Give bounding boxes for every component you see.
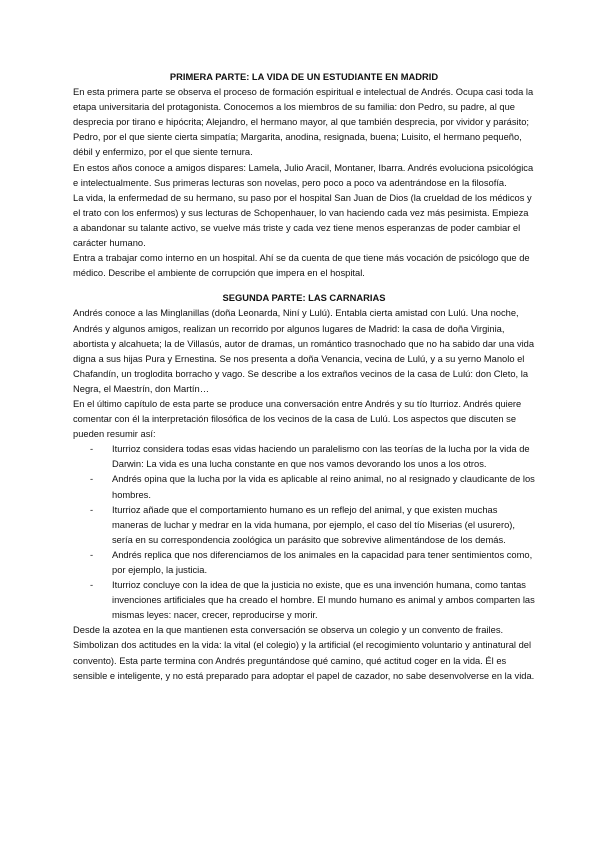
- section1-paragraph: En esta primera parte se observa el proceso de formación espiritual e intelectual de Andrés. Ocupa casi toda la etapa universitaria del protagonista. Conocemos a los miembros de su familia: don Pedro, su padre, al que desprecia por tirano e hipócrita; Alejandro, el hermano mayor, al que también desprecia, por vividor y parásito; Pedro, por el que siente cierta simpatía; Margarita, anodina, resignada, buena; Luisito, el hermano pequeño, débil y enfermizo, por el que siente ternura.: [73, 87, 534, 158]
- list-item-text: Iturrioz añade que el comportamiento humano es un reflejo del animal, y que existen muchas maneras de luchar y medrar en la vida humana, por ejemplo, el caso del tío Miserias (el usurero), sería en su correspondencia zoológica un parásito que sobrevive alimentándose de los demás.: [112, 504, 516, 545]
- document-page: [73, 70, 535, 684]
- bullet-dash: -: [90, 549, 94, 560]
- bullet-dash: -: [90, 504, 94, 515]
- bullet-dash: -: [90, 474, 94, 485]
- list-item-text: Iturrioz considera todas esas vidas haciendo un paralelismo con las teorías de la lucha por la vida de Darwin: La vida es una lucha constante en que nos vamos devorando los unos a los otros.: [112, 444, 530, 470]
- section1-paragraph: Entra a trabajar como interno en un hospital. Ahí se da cuenta de que tiene más vocación de psicólogo que de médico. Describe el ambiente de corrupción que impera en el hospital.: [73, 253, 530, 279]
- section1-heading: PRIMERA PARTE: LA VIDA DE UN ESTUDIANTE EN MADRID: [169, 72, 439, 82]
- bullet-dash: -: [90, 444, 94, 455]
- section1-paragraph: En estos años conoce a amigos dispares: Lamela, Julio Aracil, Montaner, Ibarra. Andrés evoluciona psicológica e intelectualmente. Sus primeras lecturas son novelas, pero poco a poco va adentrándose en la filosofía.: [73, 162, 534, 188]
- section2-paragraph: En el último capítulo de esta parte se produce una conversación entre Andrés y su tío Iturrioz. Andrés quiere comentar con él la interpretación filosófica de los vecinos de la casa de Lulú. Los aspectos que discuten se pueden resumir así:: [73, 398, 522, 440]
- list-item-text: Andrés replica que nos diferenciamos de los animales en la capacidad para tener sentimientos como, por ejemplo, la justicia.: [112, 549, 533, 575]
- list-item-text: Iturrioz concluye con la idea de que la justicia no existe, que es una invención humana, como tantas invenciones artificiales que ha creado el hombre. El mundo humano es animal y ambos comparten las mismas leyes: nacer, crecer, reproducirse y morir.: [112, 580, 535, 621]
- discussion-list: [73, 442, 535, 623]
- list-item: [73, 442, 535, 472]
- list-item: [73, 503, 535, 548]
- section2-paragraph: Andrés conoce a las Minglanillas (doña Leonarda, Niní y Lulú). Entabla cierta amistad con Lulú. Una noche, Andrés y algunos amigos, realizan un recorrido por algunos lugares de Madrid: la casa de doña Virginia, abortista y alcahueta; la de Villasús, autor de dramas, un romántico trasnochado que no ha sabido dar una vida digna a sus hijas Pura y Ernestina. Se nos presenta a doña Venancia, vecina de Lulú, y a su yerno Manolo el Chafandín, un troglodita borracho y vago. Se describe a los extraños vecinos de la casa de Lulú: don Cleto, la Negra, el Maestrín, don Martín…: [73, 308, 535, 394]
- section1-paragraph: La vida, la enfermedad de su hermano, su paso por el hospital San Juan de Dios (la crueldad de los médicos y el trato con los enfermos) y sus lecturas de Schopenhauer, lo van haciendo cada vez más pesimista. Empieza a abandonar su talante activo, se vuelve más triste y cada vez tiene menos esperanzas de poder cambiar el carácter humano.: [73, 192, 532, 249]
- list-item: [73, 548, 535, 578]
- section2-heading: SEGUNDA PARTE: LAS CARNARIAS: [222, 293, 386, 304]
- list-item: [73, 578, 535, 623]
- section2-closing-paragraph: Desde la azotea en la que mantienen esta conversación se observa un colegio y un convento de frailes. Simbolizan dos actitudes en la vida: la vital (el colegio) y la artificial (el recogimiento voluntario y antinatural del convento). Esta parte termina con Andrés preguntándose qué camino, qué actitud coger en la vida. Él es sensible e inteligente, y no está preparado para adoptar el papel de cazador, no sabe desenvolverse en la vida.: [73, 625, 535, 681]
- list-item-text: Andrés opina que la lucha por la vida es aplicable al reino animal, no al resignado y claudicante de los hombres.: [112, 474, 535, 500]
- bullet-dash: -: [90, 580, 94, 591]
- list-item: [73, 472, 535, 502]
